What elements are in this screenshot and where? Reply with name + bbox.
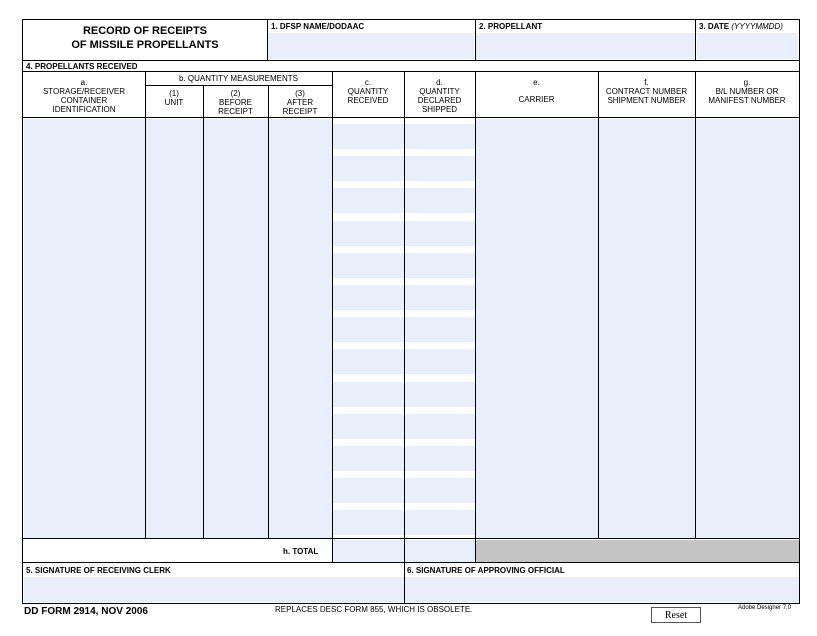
- approving-official-label: 6. SIGNATURE OF APPROVING OFFICIAL: [407, 566, 565, 575]
- form-title-line2: OF MISSILE PROPELLANTS: [71, 39, 219, 51]
- rule-col-c: [404, 71, 405, 604]
- col-f-line2: SHIPMENT NUMBER: [607, 96, 686, 105]
- rule-col-b2: [268, 85, 269, 538]
- rule-col-b3: [332, 71, 333, 562]
- col-b2-line1: BEFORE: [219, 98, 252, 107]
- propellant-label: 2. PROPELLANT: [479, 22, 543, 31]
- col-a-line1: STORAGE/RECEIVER: [42, 87, 126, 96]
- rule-col-e: [598, 71, 599, 538]
- col-b1-text: UNIT: [164, 98, 184, 107]
- col-f-line1: CONTRACT NUMBER: [605, 87, 688, 96]
- rule-header-3: [695, 19, 696, 60]
- col-f-letter: f.: [644, 78, 649, 87]
- rule-header-1: [267, 19, 268, 60]
- form-id: DD FORM 2914, NOV 2006: [24, 606, 148, 617]
- rule-below-section4-title: [22, 71, 800, 72]
- date-label-text: 3. DATE: [699, 22, 730, 31]
- rule-above-total: [22, 538, 800, 539]
- col-b2-num: (2): [230, 89, 241, 98]
- col-g-line1: B/L NUMBER OR: [715, 87, 779, 96]
- col-b3-num: (3): [295, 89, 305, 98]
- col-c-line1: QUANTITY: [347, 87, 389, 96]
- reset-button[interactable]: Reset: [651, 607, 701, 623]
- col-b-title: b. QUANTITY MEASUREMENTS: [179, 74, 298, 83]
- rule-col-b1: [203, 85, 204, 538]
- col-c-letter: c.: [364, 78, 372, 87]
- rule-below-header: [22, 60, 800, 61]
- rule-col-a: [145, 71, 146, 538]
- rule-header-2: [475, 19, 476, 60]
- replaces-note: REPLACES DESC FORM 855, WHICH IS OBSOLETE.: [275, 605, 473, 614]
- form-border: [22, 19, 800, 604]
- rule-col-f: [695, 71, 696, 538]
- form-title-line1: RECORD OF RECEIPTS: [82, 25, 208, 37]
- col-c-line2: RECEIVED: [347, 96, 389, 105]
- total-label: h. TOTAL: [283, 547, 319, 556]
- col-d-line3: SHIPPED: [421, 105, 458, 114]
- col-d-line2: DECLARED: [417, 96, 462, 105]
- rule-below-column-headers: [22, 117, 800, 118]
- col-g-letter: g.: [743, 78, 751, 87]
- col-b1-num: (1): [169, 89, 179, 98]
- rule-below-total: [22, 562, 800, 563]
- date-format-hint: (YYYYMMDD): [731, 22, 783, 31]
- dfsp-label: 1. DFSP NAME/DODAAC: [271, 22, 365, 31]
- col-b3-line2: RECEIPT: [282, 107, 318, 116]
- producer-note: Adobe Designer 7.0: [738, 605, 792, 611]
- col-a-letter: a.: [80, 78, 88, 87]
- col-e-letter: e.: [533, 78, 540, 87]
- col-b3-line1: AFTER: [286, 98, 314, 107]
- col-a-line3: IDENTIFICATION: [52, 105, 116, 114]
- receiving-clerk-label: 5. SIGNATURE OF RECEIVING CLERK: [26, 566, 171, 575]
- col-e-text: CARRIER: [518, 95, 555, 104]
- col-d-letter: d.: [436, 78, 443, 87]
- rule-below-col-b-title: [145, 85, 332, 86]
- section4-title: 4. PROPELLANTS RECEIVED: [26, 62, 138, 71]
- col-d-line1: QUANTITY: [419, 87, 460, 96]
- col-g-line2: MANIFEST NUMBER: [708, 96, 786, 105]
- rule-col-d: [475, 71, 476, 562]
- col-b2-line2: RECEIPT: [218, 107, 253, 116]
- col-a-line2: CONTAINER: [60, 96, 108, 105]
